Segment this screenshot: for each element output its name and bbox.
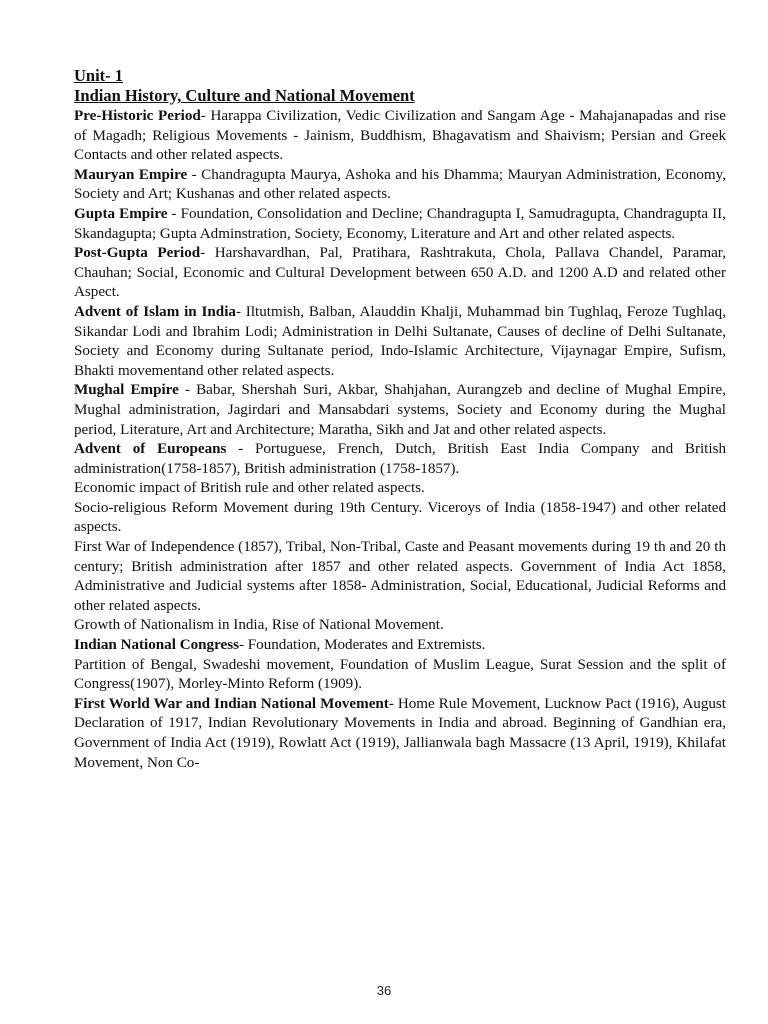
topic-description: - Babar, Shershah Suri, Akbar, Shahjahan, Aurangzeb and decline of Mughal Empire, Mughal administration, Jagirdari and Mansabdari systems, Society and Economy during the Mughal period, Literature, Art and Architecture; Maratha, Sikh and Jat and other related aspects. [74, 382, 727, 438]
topic-description: - Foundation, Consolidation and Decline; Chandragupta I, Samudragupta, Chandragupta II, Skandagupta; Gupta Adminstration, Society, Economy, Literature and Art and other related aspects. [74, 205, 726, 242]
syllabus-paragraph [74, 166, 726, 205]
topic-heading: Indian National Congress [74, 637, 239, 654]
syllabus-paragraph [74, 479, 726, 499]
topic-description: - Foundation, Moderates and Extremists. [238, 637, 486, 654]
syllabus-paragraph [74, 695, 726, 773]
topic-heading: First World War and Indian National Movement [74, 695, 389, 712]
topic-description: - Iltutmish, Balban, Alauddin Khalji, Muhammad bin Tughlaq, Feroze Tughlaq, Sikandar Lodi and Ibrahim Lodi; Administration in Delhi Sultanate, Causes of decline of Delhi Sultanate, Society and Economy during Sultanate period, Indo-Islamic Architecture, Vijaynagar Empire, Sufism, Bhakti movementand other related aspects. [74, 303, 726, 379]
syllabus-paragraph [74, 244, 726, 303]
syllabus-paragraph [74, 616, 726, 636]
topic-heading: Gupta Empire [74, 205, 168, 222]
syllabus-paragraph [74, 381, 726, 440]
syllabus-paragraph [74, 499, 726, 538]
page-number: 36 [376, 983, 392, 998]
syllabus-body [74, 107, 726, 773]
syllabus-paragraph [74, 303, 726, 381]
topic-description: - Chandragupta Maurya, Ashoka and his Dhamma; Mauryan Administration, Economy, Society and Art; Kushanas and other related aspects. [74, 166, 726, 203]
section-title: Indian History, Culture and National Movement [74, 86, 415, 105]
topic-heading: Advent of Islam in India [74, 303, 236, 320]
topic-heading: Post-Gupta Period [74, 245, 201, 262]
syllabus-paragraph [74, 205, 726, 244]
topic-heading: Pre-Historic Period [74, 108, 201, 124]
syllabus-paragraph [74, 107, 726, 166]
topic-description: - Harshavardhan, Pal, Pratihara, Rashtrakuta, Chola, Pallava Chandel, Paramar, Chauhan; Social, Economic and Cultural Development between 650 A.D. and 1200 A.D and related other Aspect. [74, 245, 726, 301]
topic-description: Partition of Bengal, Swadeshi movement, Foundation of Muslim League, Surat Session and the split of Congress(1907), Morley-Minto Reform (1909). [74, 656, 726, 693]
unit-heading: Unit- 1 [74, 66, 124, 85]
topic-heading: Advent of Europeans [74, 441, 227, 458]
topic-description: Growth of Nationalism in India, Rise of National Movement. [74, 617, 444, 634]
syllabus-paragraph [74, 440, 726, 479]
syllabus-paragraph [74, 656, 726, 695]
topic-description: - Home Rule Movement, Lucknow Pact (1916), August Declaration of 1917, Indian Revolutionary Movements in India and abroad. Beginning of Gandhian era, Government of India Act (1919), Rowlatt Act (1919), Jallianwala bagh Massacre (13 April, 1919), Khilafat Movement, Non Co- [74, 695, 726, 771]
topic-heading: Mauryan Empire [74, 166, 188, 183]
syllabus-paragraph [74, 538, 726, 616]
topic-description: Socio-religious Reform Movement during 19th Century. Viceroys of India (1858-1947) and other related aspects. [74, 499, 726, 536]
topic-description: First War of Independence (1857), Tribal, Non-Tribal, Caste and Peasant movements during 19 th and 20 th century; British administration after 1857 and other related aspects. Government of India Act 1858, Administrative and Judicial systems after 1858- Administration, Social, Educational, Judicial Reforms and other related aspects. [74, 539, 726, 614]
topic-description: Economic impact of British rule and other related aspects. [74, 480, 425, 497]
topic-description: - Portuguese, French, Dutch, British East India Company and British administration(1758-1857), British administration (1758-1857). [74, 441, 726, 477]
topic-heading: Mughal Empire [74, 382, 179, 399]
document-page [74, 66, 726, 773]
topic-description: - Harappa Civilization, Vedic Civilization and Sangam Age - Mahajanapadas and rise of Magadh; Religious Movements - Jainism, Buddhism, Bhagavatism and Shaivism; Persian and Greek Contacts and other related aspects. [74, 108, 726, 164]
syllabus-paragraph [74, 636, 726, 656]
